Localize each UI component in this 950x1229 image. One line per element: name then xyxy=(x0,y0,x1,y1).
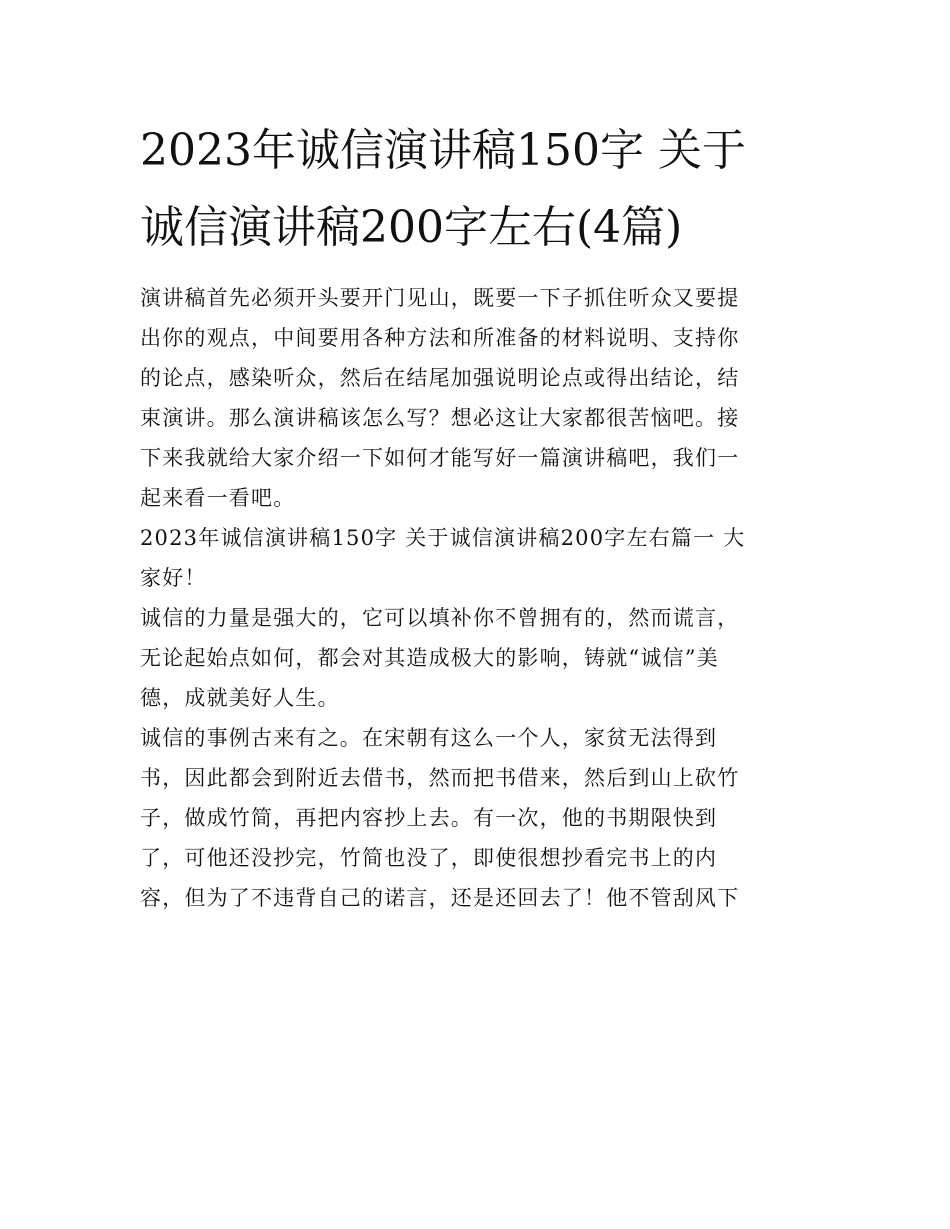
title-line-2: 诚信演讲稿200字左右(4篇) xyxy=(140,202,683,253)
document-body xyxy=(140,278,812,918)
paragraph-power-of-honesty xyxy=(140,598,812,718)
text-line: 诚信的事例古来有之。在宋朝有这么一个人，家贫无法得到 xyxy=(140,726,718,750)
text-line: 无论起始点如何，都会对其造成极大的影响，铸就“诚信”美 xyxy=(140,646,719,670)
text-line: 下来我就给大家介绍一下如何才能写好一篇演讲稿吧，我们一 xyxy=(140,446,740,470)
text-line: 家好！ xyxy=(140,566,207,590)
text-line: 了，可他还没抄完，竹简也没了，即使很想抄看完书上的内 xyxy=(140,846,718,870)
text-line: 起来看一看吧。 xyxy=(140,486,296,510)
paragraph-intro xyxy=(140,278,812,518)
text-line: 诚信的力量是强大的，它可以填补你不曾拥有的，然而谎言， xyxy=(140,606,740,630)
text-line: 德，成就美好人生。 xyxy=(140,686,340,710)
text-line: 束演讲。那么演讲稿该怎么写？想必这让大家都很苦恼吧。接 xyxy=(140,406,740,430)
text-line: 书，因此都会到附近去借书，然而把书借来，然后到山上砍竹 xyxy=(140,766,740,790)
text-line: 2023年诚信演讲稿150字 关于诚信演讲稿200字左右篇一 大 xyxy=(140,526,746,550)
text-line: 的论点，感染听众，然后在结尾加强说明论点或得出结论，结 xyxy=(140,366,740,390)
document-title xyxy=(140,112,812,266)
text-line: 出你的观点，中间要用各种方法和所准备的材料说明、支持你 xyxy=(140,326,740,350)
title-line-1: 2023年诚信演讲稿150字 关于 xyxy=(140,125,746,176)
paragraph-section-heading xyxy=(140,518,812,598)
text-line: 演讲稿首先必须开头要开门见山，既要一下子抓住听众又要提 xyxy=(140,286,740,310)
text-line: 容，但为了不违背自己的诺言，还是还回去了！他不管刮风下 xyxy=(140,886,740,910)
document-page xyxy=(140,112,812,918)
text-line: 子，做成竹简，再把内容抄上去。有一次，他的书期限快到 xyxy=(140,806,718,830)
paragraph-song-dynasty-story xyxy=(140,718,812,918)
